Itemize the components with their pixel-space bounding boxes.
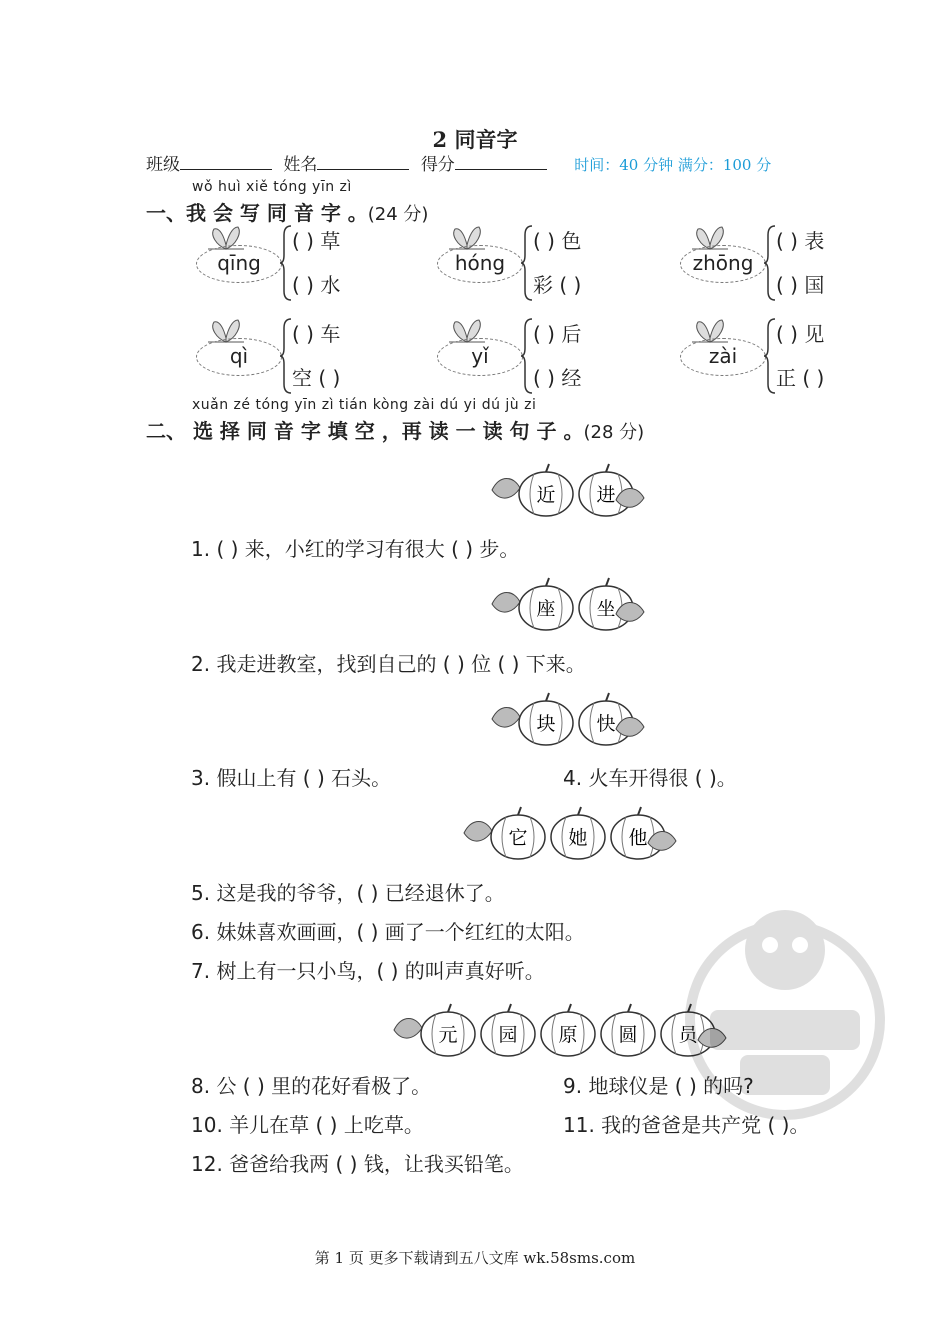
choice-character: 座 [536,598,556,620]
question-1: 1. ( ) 来，小红的学习有很大 ( ) 步。 [191,537,520,561]
fill-blank-line: 正 ( ) [776,366,825,390]
question-6: 6. 妹妹喜欢画画，( ) 画了一个红红的太阳。 [191,920,585,944]
leaf-icon [492,479,520,499]
brace-icon [280,318,292,394]
pumpkin-choice [491,807,545,859]
fill-blank-line: ( ) 经 [533,366,582,390]
question-12: 12. 爸爸给我两 ( ) 钱，让我买铅笔。 [191,1152,524,1176]
pumpkin-choice [519,464,573,516]
question-9: 9. 地球仪是 ( ) 的吗? [563,1074,754,1098]
choice-character: 园 [498,1024,518,1046]
pinyin-text: zài [708,344,738,368]
pinyin-group [680,225,910,303]
fill-blank-line: ( ) 见 [776,322,825,346]
fill-blank-line: ( ) 车 [292,322,341,346]
question-10: 10. 羊儿在草 ( ) 上吃草。 [191,1113,424,1137]
choice-character: 元 [438,1024,458,1046]
pinyin-group [437,225,667,303]
question-5: 5. 这是我的爷爷，( ) 已经退休了。 [191,881,505,905]
fill-blank-line: ( ) 色 [533,229,582,253]
question-4: 4. 火车开得很 ( )。 [563,766,737,790]
leaf-icon [492,708,520,728]
section2-heading [146,415,644,444]
section1-heading [146,197,428,226]
student-info-line [146,150,771,175]
pumpkin-choice-set [392,1000,728,1060]
fill-blank-line: ( ) 国 [776,273,825,297]
page-footer: 第 1 页 更多下载请到五八文库 wk.58sms.com [314,1249,636,1267]
fill-blank-line: 空 ( ) [292,366,341,390]
choice-character: 块 [536,713,556,735]
choice-character: 她 [568,827,588,849]
section2-score: (28 分) [583,422,645,443]
brace-icon [764,225,776,301]
pumpkin-choice [551,807,605,859]
pinyin-text: yǐ [471,344,489,368]
fill-blank-line: ( ) 后 [533,322,582,346]
page-title: 2 同音字 [432,127,518,152]
pumpkin-choice [541,1004,595,1056]
pinyin-text: hóng [454,251,506,275]
pumpkin-choice [519,578,573,630]
section2-pinyin: xuǎn zé tóng yīn zì tián kòng zài dú yi dú jù zi [192,397,537,413]
question-3: 3. 假山上有 ( ) 石头。 [191,766,392,790]
score-label: 得分 [420,155,455,175]
pinyin-group [196,225,426,303]
pinyin-text: zhōng [692,251,754,275]
pumpkin-choice [421,1004,475,1056]
class-label: 班级 [146,155,180,175]
choice-character: 进 [596,484,616,506]
fill-blank-line: ( ) 表 [776,229,825,253]
choice-character: 它 [508,827,528,849]
pumpkin-choice [481,1004,535,1056]
pumpkin-choice [519,693,573,745]
question-11: 11. 我的爸爸是共产党 ( )。 [563,1113,810,1137]
section2-heading-text: 二、 选 择 同 音 字 填 空 ，再 读 一 读 句 子 。 [146,419,584,443]
choice-character: 坐 [596,598,616,620]
pumpkin-choice-set [490,460,646,520]
score-blank [455,153,547,170]
section1-score: (24 分) [367,204,429,225]
watermark-logo-icon [680,880,890,1120]
name-label: 姓名 [283,155,318,175]
brace-icon [521,225,533,301]
name-blank [317,153,409,170]
pinyin-group [680,318,910,396]
choice-character: 原 [558,1024,578,1046]
choice-character: 圆 [618,1024,638,1046]
question-8: 8. 公 ( ) 里的花好看极了。 [191,1074,432,1098]
leaf-icon [492,593,520,613]
choice-character: 员 [678,1024,698,1046]
pinyin-text: qì [229,344,249,368]
leaf-icon [394,1019,422,1039]
pumpkin-choice-set [462,803,678,863]
section1-heading-text: 一、我 会 写 同 音 字 。 [146,201,368,225]
fill-blank-line: 彩 ( ) [533,273,582,297]
section1-pinyin: wǒ huì xiě tóng yīn zì [192,179,352,195]
leaf-icon [464,822,492,842]
question-2: 2. 我走进教室，找到自己的 ( ) 位 ( ) 下来。 [191,652,586,676]
choice-character: 近 [536,484,556,506]
brace-icon [521,318,533,394]
question-7: 7. 树上有一只小鸟，( ) 的叫声真好听。 [191,959,545,983]
pinyin-group [437,318,667,396]
class-blank [180,153,272,170]
choice-character: 快 [596,713,616,735]
time-info: 时间：40 分钟 满分：100 分 [574,156,772,174]
pumpkin-choice-set [490,574,646,634]
choice-character: 他 [628,827,648,849]
pinyin-group [196,318,426,396]
pumpkin-choice-set [490,689,646,749]
brace-icon [764,318,776,394]
fill-blank-line: ( ) 水 [292,273,341,297]
pinyin-text: qīng [217,251,261,275]
fill-blank-line: ( ) 草 [292,229,341,253]
brace-icon [280,225,292,301]
pumpkin-choice [601,1004,655,1056]
